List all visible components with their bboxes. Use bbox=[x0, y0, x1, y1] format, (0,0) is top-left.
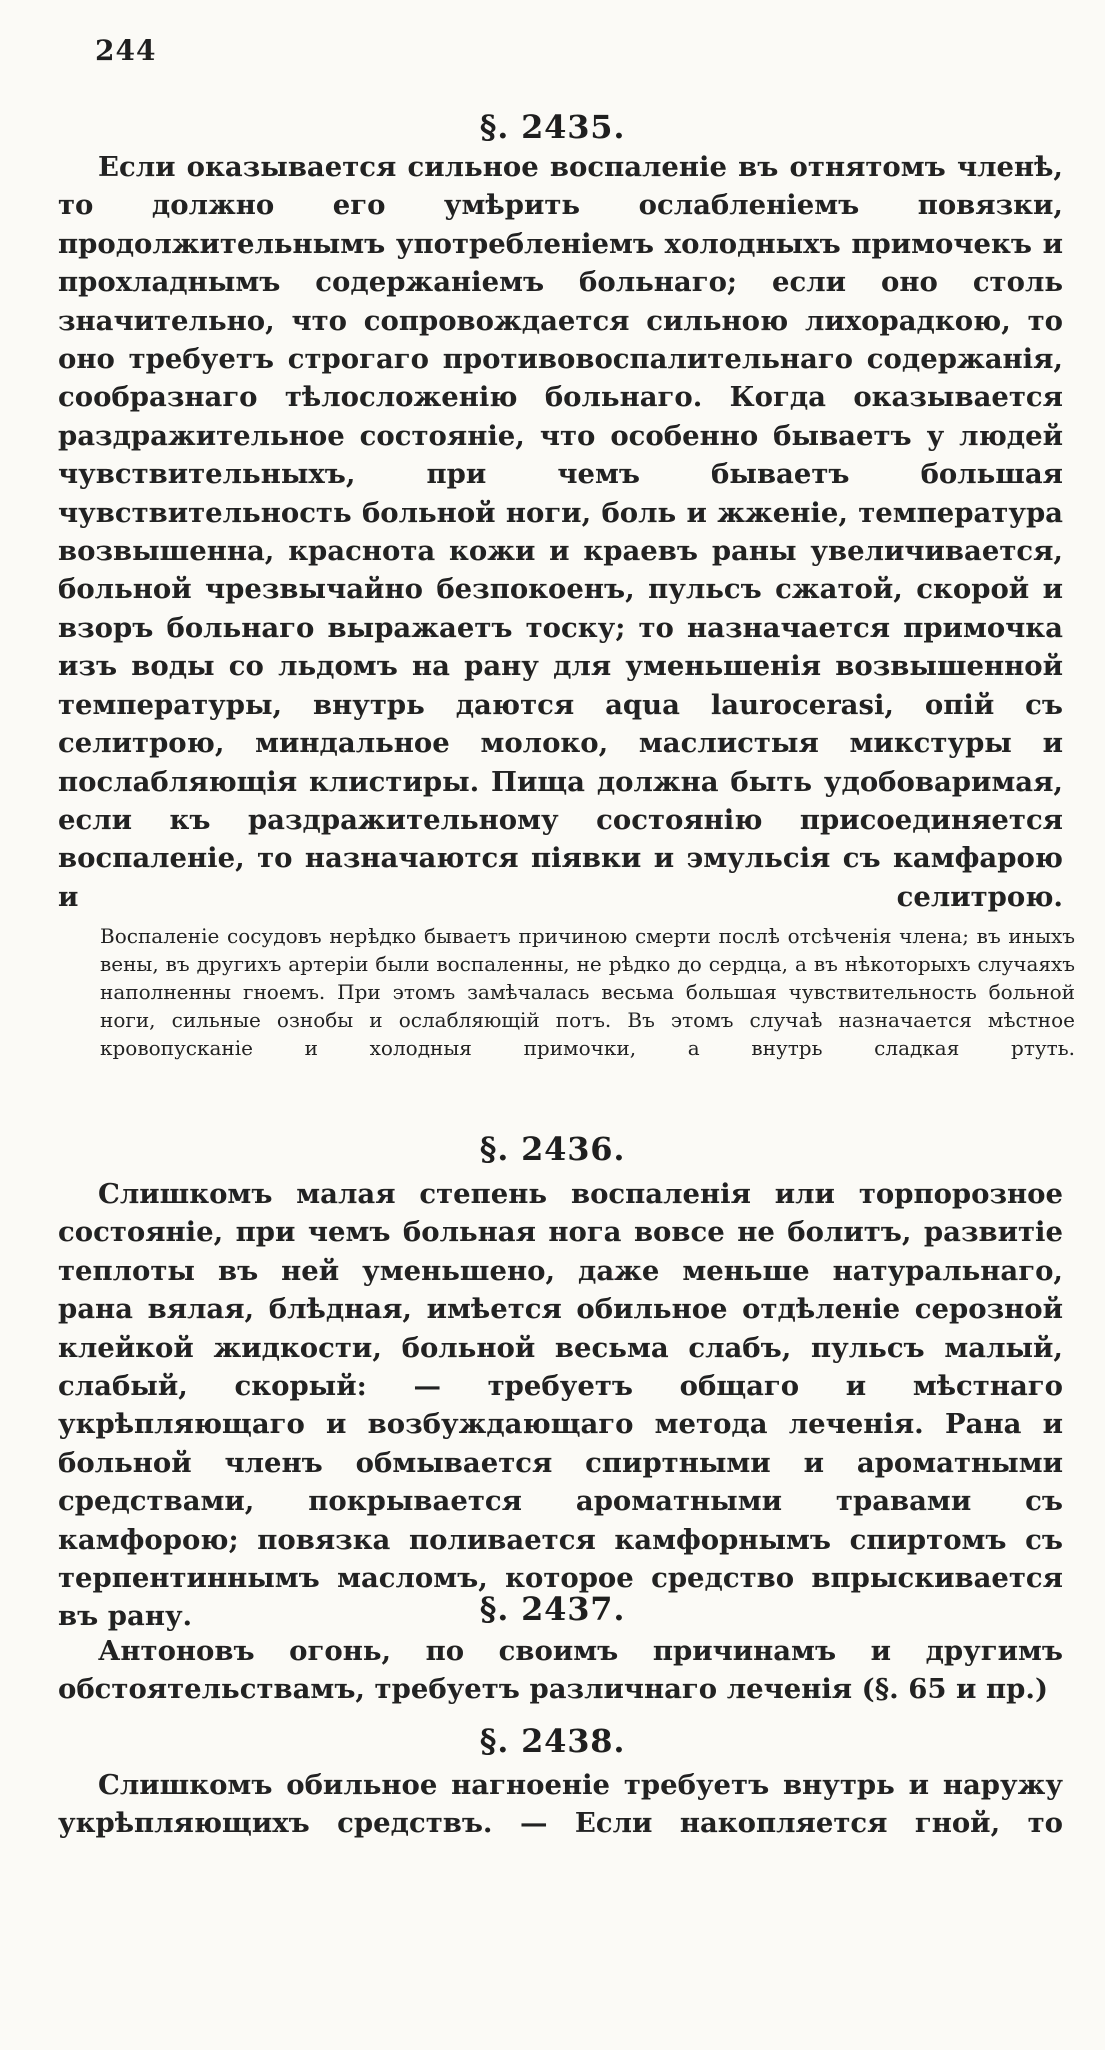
section-2435-heading: §. 2435. bbox=[479, 108, 626, 146]
section-2438-heading: §. 2438. bbox=[479, 1722, 626, 1760]
section-2436-paragraph: Слишкомъ малая степень воспаленія или торпорозное состояніе, при чемъ больная нога вовсе не болитъ, развитіе теплоты въ ней уменьшено, даже меньше натуральнаго, рана вялая, блѣдная, имѣется обильное отдѣленіе серозной клейкой жидкости, больной весьма слабъ, пульсъ малый, слабый, скорый: — требуетъ общаго и мѣстнаго укрѣпляющаго и возбуждающаго метода леченія. Рана и больной членъ обмывается спиртными и ароматными средствами, покрывается ароматными травами съ камфорою; повязка поливается камфорнымъ спиртомъ съ терпентиннымъ масломъ, которое средство впрыскивается въ рану. bbox=[58, 1178, 1063, 1633]
section-2438-paragraph: Слишкомъ обильное нагноеніе требуетъ внутрь и наружу укрѣпляющихъ средствъ. — Если накопляется гной, то bbox=[58, 1769, 1063, 1840]
page-number: 244 bbox=[95, 34, 157, 67]
section-2436-heading: §. 2436. bbox=[479, 1130, 626, 1168]
section-2437-heading: §. 2437. bbox=[479, 1590, 626, 1628]
section-2437-paragraph: Антоновъ огонь, по своимъ причинамъ и другимъ обстоятельствамъ, требуетъ различнаго леченія (§. 65 и пр.) bbox=[58, 1635, 1063, 1706]
section-2435-footnote: Воспаленіе сосудовъ нерѣдко бываетъ причиною смерти послѣ отсѣченія члена; въ иныхъ вены, въ другихъ артеріи были воспаленны, не рѣдко до сердца, а въ нѣкоторыхъ случаяхъ наполненны гноемъ. При этомъ замѣчалась весьма большая чувствительность больной ноги, сильные ознобы и ослабляющій потъ. Въ этомъ случаѣ назначается мѣстное кровопусканіе и холодныя примочки, а внутрь сладкая ртуть. bbox=[100, 924, 1075, 1060]
section-2435-paragraph: Если оказывается сильное воспаленіе въ отнятомъ членѣ, то должно его умѣрить ослабленіемъ повязки, продолжительнымъ употребленіемъ холодныхъ примочекъ и прохладнымъ содержаніемъ больнаго; если оно столь значительно, что сопровождается сильною лихорадкою, то оно требуетъ строгаго противовоспалительнаго содержанія, сообразнаго тѣлосложенію больнаго. Когда оказывается раздражительное состояніе, что особенно бываетъ у людей чувствительныхъ, при чемъ бываетъ большая чувствительность больной ноги, боль и жженіе, температура возвышенна, краснота кожи и краевъ раны увеличивается, больной чрезвычайно безпокоенъ, пульсъ сжатой, скорой и взоръ больнаго выражаетъ тоску; то назначается примочка изъ воды со льдомъ на рану для уменьшенія возвышенной температуры, внутрь даются aqua laurocerasi, опій съ селитрою, миндальное молоко, маслистыя микстуры и послабляющія клистиры. Пища должна быть удобоваримая, если къ раздражительному состоянію присоединяется воспаленіе, то назначаются піявки и эмульсія съ камфарою и селитрою. bbox=[58, 151, 1063, 913]
